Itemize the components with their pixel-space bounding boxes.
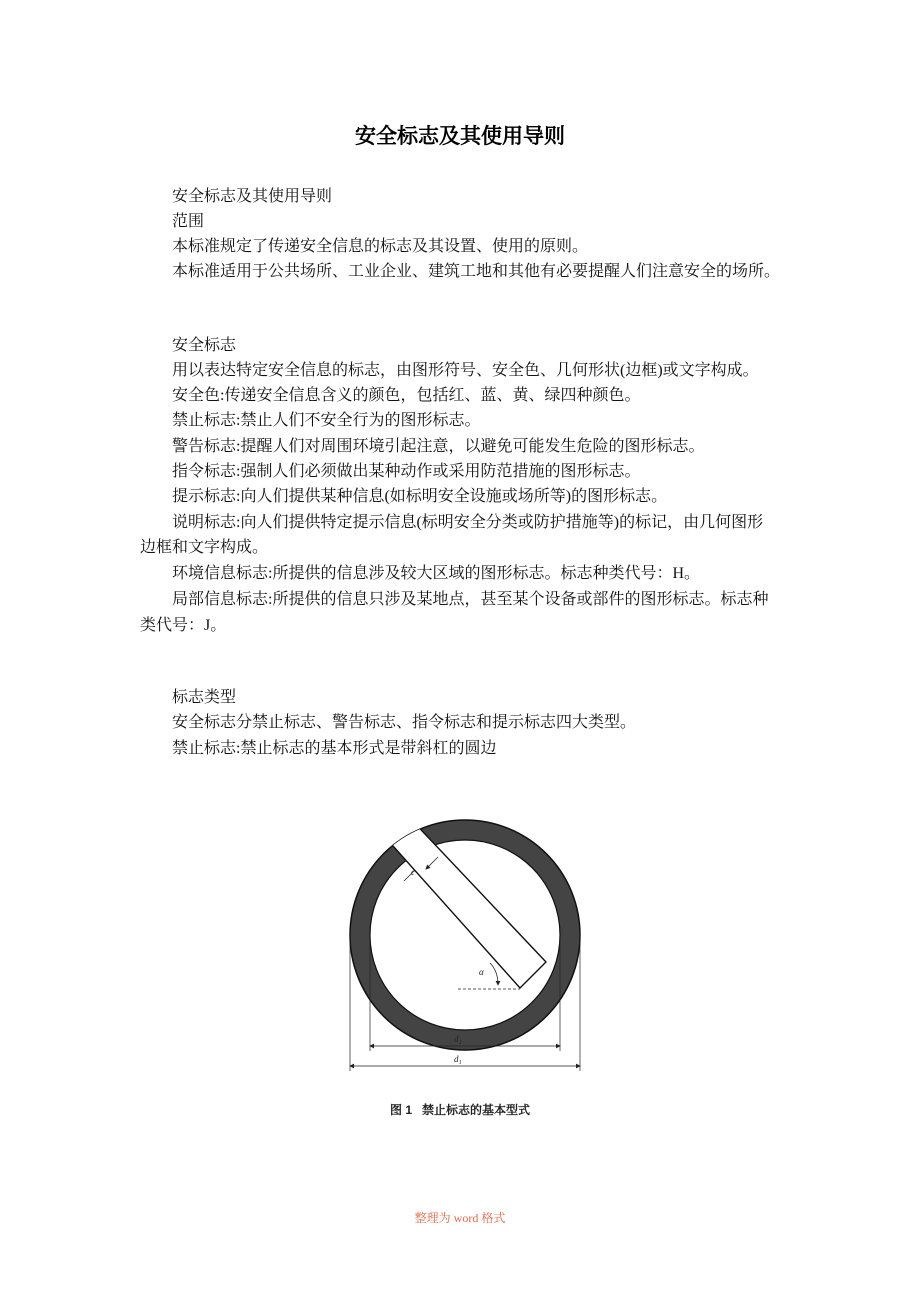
section-heading: 安全标志及其使用导则 <box>172 188 333 205</box>
d2-label: d₂ <box>454 1034 462 1044</box>
paragraph: 环境信息标志:所提供的信息涉及较大区域的图形标志。标志种类代号：H。 <box>172 565 701 582</box>
prohibition-sign-figure <box>320 805 600 1080</box>
paragraph-continuation: 类代号：J。 <box>140 617 227 634</box>
paragraph: 指令标志:强制人们必须做出某种动作或采用防范措施的图形标志。 <box>172 463 641 480</box>
paragraph: 警告标志:提醒人们对周围环境引起注意，以避免可能发生危险的图形标志。 <box>172 438 705 455</box>
paragraph: 本标准适用于公共场所、工业企业、建筑工地和其他有必要提醒人们注意安全的场所。 <box>172 263 781 280</box>
d1-label: d₁ <box>454 1054 462 1064</box>
paragraph: 本标准规定了传递安全信息的标志及其设置、使用的原则。 <box>172 238 589 255</box>
c-label: c <box>411 867 415 877</box>
paragraph: 提示标志:向人们提供某种信息(如标明安全设施或场所等)的图形标志。 <box>172 488 668 505</box>
alpha-label: α <box>479 967 484 977</box>
paragraph: 说明标志:向人们提供特定提示信息(标明安全分类或防护措施等)的标记，由几何图形 <box>172 514 764 531</box>
paragraph: 安全标志分禁止标志、警告标志、指令标志和提示标志四大类型。 <box>172 714 637 731</box>
inner-circle <box>370 840 560 1030</box>
paragraph: 用以表达特定安全信息的标志，由图形符号、安全色、几何形状(边框)或文字构成。 <box>172 362 759 379</box>
figure-caption: 图 1 禁止标志的基本型式 <box>389 1103 530 1117</box>
paragraph: 范围 <box>172 213 205 230</box>
paragraph: 禁止标志:禁止人们不安全行为的图形标志。 <box>172 412 481 429</box>
paragraph-continuation: 边框和文字构成。 <box>140 539 269 556</box>
section-heading: 安全标志 <box>172 337 237 354</box>
page-footer: 整理为 word 格式 <box>414 1211 506 1225</box>
paragraph: 局部信息标志:所提供的信息只涉及某地点，甚至某个设备或部件的图形标志。标志种 <box>172 591 769 608</box>
paragraph: 安全色:传递安全信息含义的颜色，包括红、蓝、黄、绿四种颜色。 <box>172 387 641 404</box>
page-title: 安全标志及其使用导则 <box>355 124 565 148</box>
section-heading: 标志类型 <box>172 689 237 706</box>
paragraph: 禁止标志:禁止标志的基本形式是带斜杠的圆边 <box>172 740 497 757</box>
